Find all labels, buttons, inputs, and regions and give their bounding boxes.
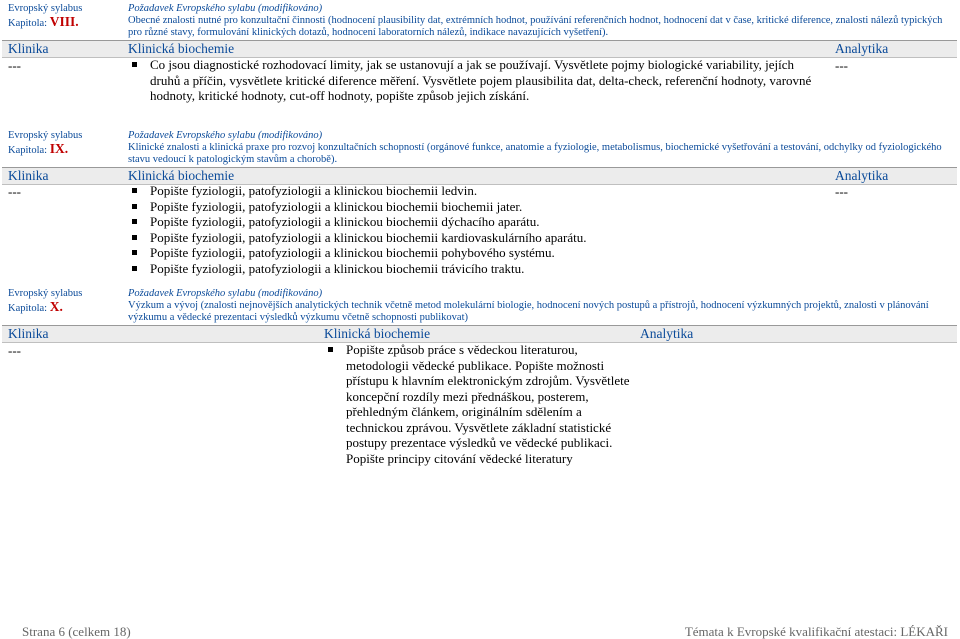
header-klinika: Klinika — [8, 326, 49, 341]
header-klinicka-biochemie: Klinická biochemie — [128, 168, 235, 183]
biochemie-list — [128, 183, 828, 276]
analytika-value: --- — [835, 184, 848, 199]
list-item: Popište fyziologii, patofyziologii a klinickou biochemii trávicího traktu. — [128, 261, 828, 277]
requirement-title: Požadavek Evropského sylabu (modifikováno) — [128, 3, 323, 14]
chapter-label: Kapitola: X. — [8, 299, 63, 314]
requirement-block — [128, 130, 958, 166]
chapter-number: VIII. — [49, 14, 79, 29]
list-item: Popište fyziologii, patofyziologii a klinickou biochemii dýchacího aparátu. — [128, 214, 828, 230]
chapter-label-block — [8, 3, 118, 30]
chapter-label: Kapitola: VIII. — [8, 14, 79, 29]
list-item: Popište způsob práce s vědeckou literaturou, metodologii vědecké publikace. Popište možnosti přístupu k hlavním elektronickým zdrojům. Vysvětlete koncepční rozdíly mezi přednáškou, posterem, přehledným článkem, originálním sdělením a technickou zprávou. Vysvětlete základní statistické postupy prezentace výsledků ve vědecké publikaci. Popište principy citování vědecké literatury — [324, 342, 636, 466]
syllabus-label: Evropský sylabus — [8, 288, 83, 299]
chapter-x — [2, 288, 957, 466]
list-item: Co jsou diagnostické rozhodovací limity, jak se ustanovují a jak se používají. Vysvětlete pojmy biologické variability, jejích druhů a příčin, vysvětlete kritické diference měření. Vysvětlete pojem plausibilita dat, delta-check, referenční hodnoty, varovné hodnoty, kritické hodnoty, cut-off hodnoty, popište způsob jejich získání. — [128, 57, 818, 104]
requirement-title: Požadavek Evropského sylabu (modifikováno) — [128, 130, 323, 141]
list-item: Popište fyziologii, patofyziologii a klinickou biochemii ledvin. — [128, 183, 828, 199]
list-item: Popište fyziologii, patofyziologii a klinickou biochemii pohybového systému. — [128, 245, 828, 261]
header-analytika: Analytika — [640, 326, 694, 341]
chapter-viii — [2, 3, 957, 103]
list-item: Popište fyziologii, patofyziologii a klinickou biochemii kardiovaskulárního aparátu. — [128, 230, 828, 246]
requirement-block — [128, 3, 958, 39]
chapter-number: IX. — [49, 141, 69, 156]
chapter-label: Kapitola: IX. — [8, 141, 69, 156]
chapter-label-block — [8, 130, 118, 157]
column-header-row — [2, 325, 957, 343]
header-analytika: Analytika — [835, 168, 889, 183]
column-header-row — [2, 40, 957, 58]
list-item: Popište fyziologii, patofyziologii a klinickou biochemii biochemii jater. — [128, 199, 828, 215]
requirement-block — [128, 288, 958, 324]
requirement-title: Požadavek Evropského sylabu (modifikováno) — [128, 288, 323, 299]
klinika-value: --- — [8, 343, 21, 358]
header-klinika: Klinika — [8, 168, 49, 183]
syllabus-label: Evropský sylabus — [8, 3, 83, 14]
header-analytika: Analytika — [835, 41, 889, 56]
klinika-value: --- — [8, 58, 21, 73]
biochemie-list — [324, 342, 636, 466]
chapter-ix — [2, 130, 957, 275]
requirement-text: Klinické znalosti a klinická praxe pro rozvoj konzultačních schopností (orgánové funkce, anatomie a fyziologie, metabolismus, biochemické vyšetřování a testování, odchylky od fyziologického stavu vedoucí k patologickým stavům a chorobě). — [128, 142, 942, 165]
biochemie-list — [128, 57, 818, 104]
header-klinicka-biochemie: Klinická biochemie — [324, 326, 431, 341]
chapter-label-block — [8, 288, 118, 315]
footer-document-title: Témata k Evropské kvalifikační atestaci: LÉKAŘI — [684, 624, 948, 639]
footer-page-number: Strana 6 (celkem 18) — [22, 624, 131, 639]
requirement-text: Výzkum a vývoj (znalosti nejnovějších analytických technik včetně metod molekulární biologie, hodnocení nových postupů a přístrojů, hodnocení výzkumných projektů, znalosti v plánování výzkumu a vědecké prezentaci výsledků výzkumu včetně schopnosti publikovat) — [128, 300, 929, 323]
analytika-value: --- — [835, 58, 848, 73]
syllabus-label: Evropský sylabus — [8, 130, 83, 141]
chapter-number: X. — [49, 299, 63, 314]
requirement-text: Obecné znalosti nutné pro konzultační činnosti (hodnocení plausibility dat, extrémních hodnot, používání referenčních hodnot, hodnocení dat v čase, kritické diference, znalosti nálezů typických pro různé stavy, formulování klinických dotazů, hodnocení laboratorních nálezů, indikace navazujících vyšetření). — [128, 15, 943, 38]
klinika-value: --- — [8, 184, 21, 199]
header-klinika: Klinika — [8, 41, 49, 56]
header-klinicka-biochemie: Klinická biochemie — [128, 41, 235, 56]
